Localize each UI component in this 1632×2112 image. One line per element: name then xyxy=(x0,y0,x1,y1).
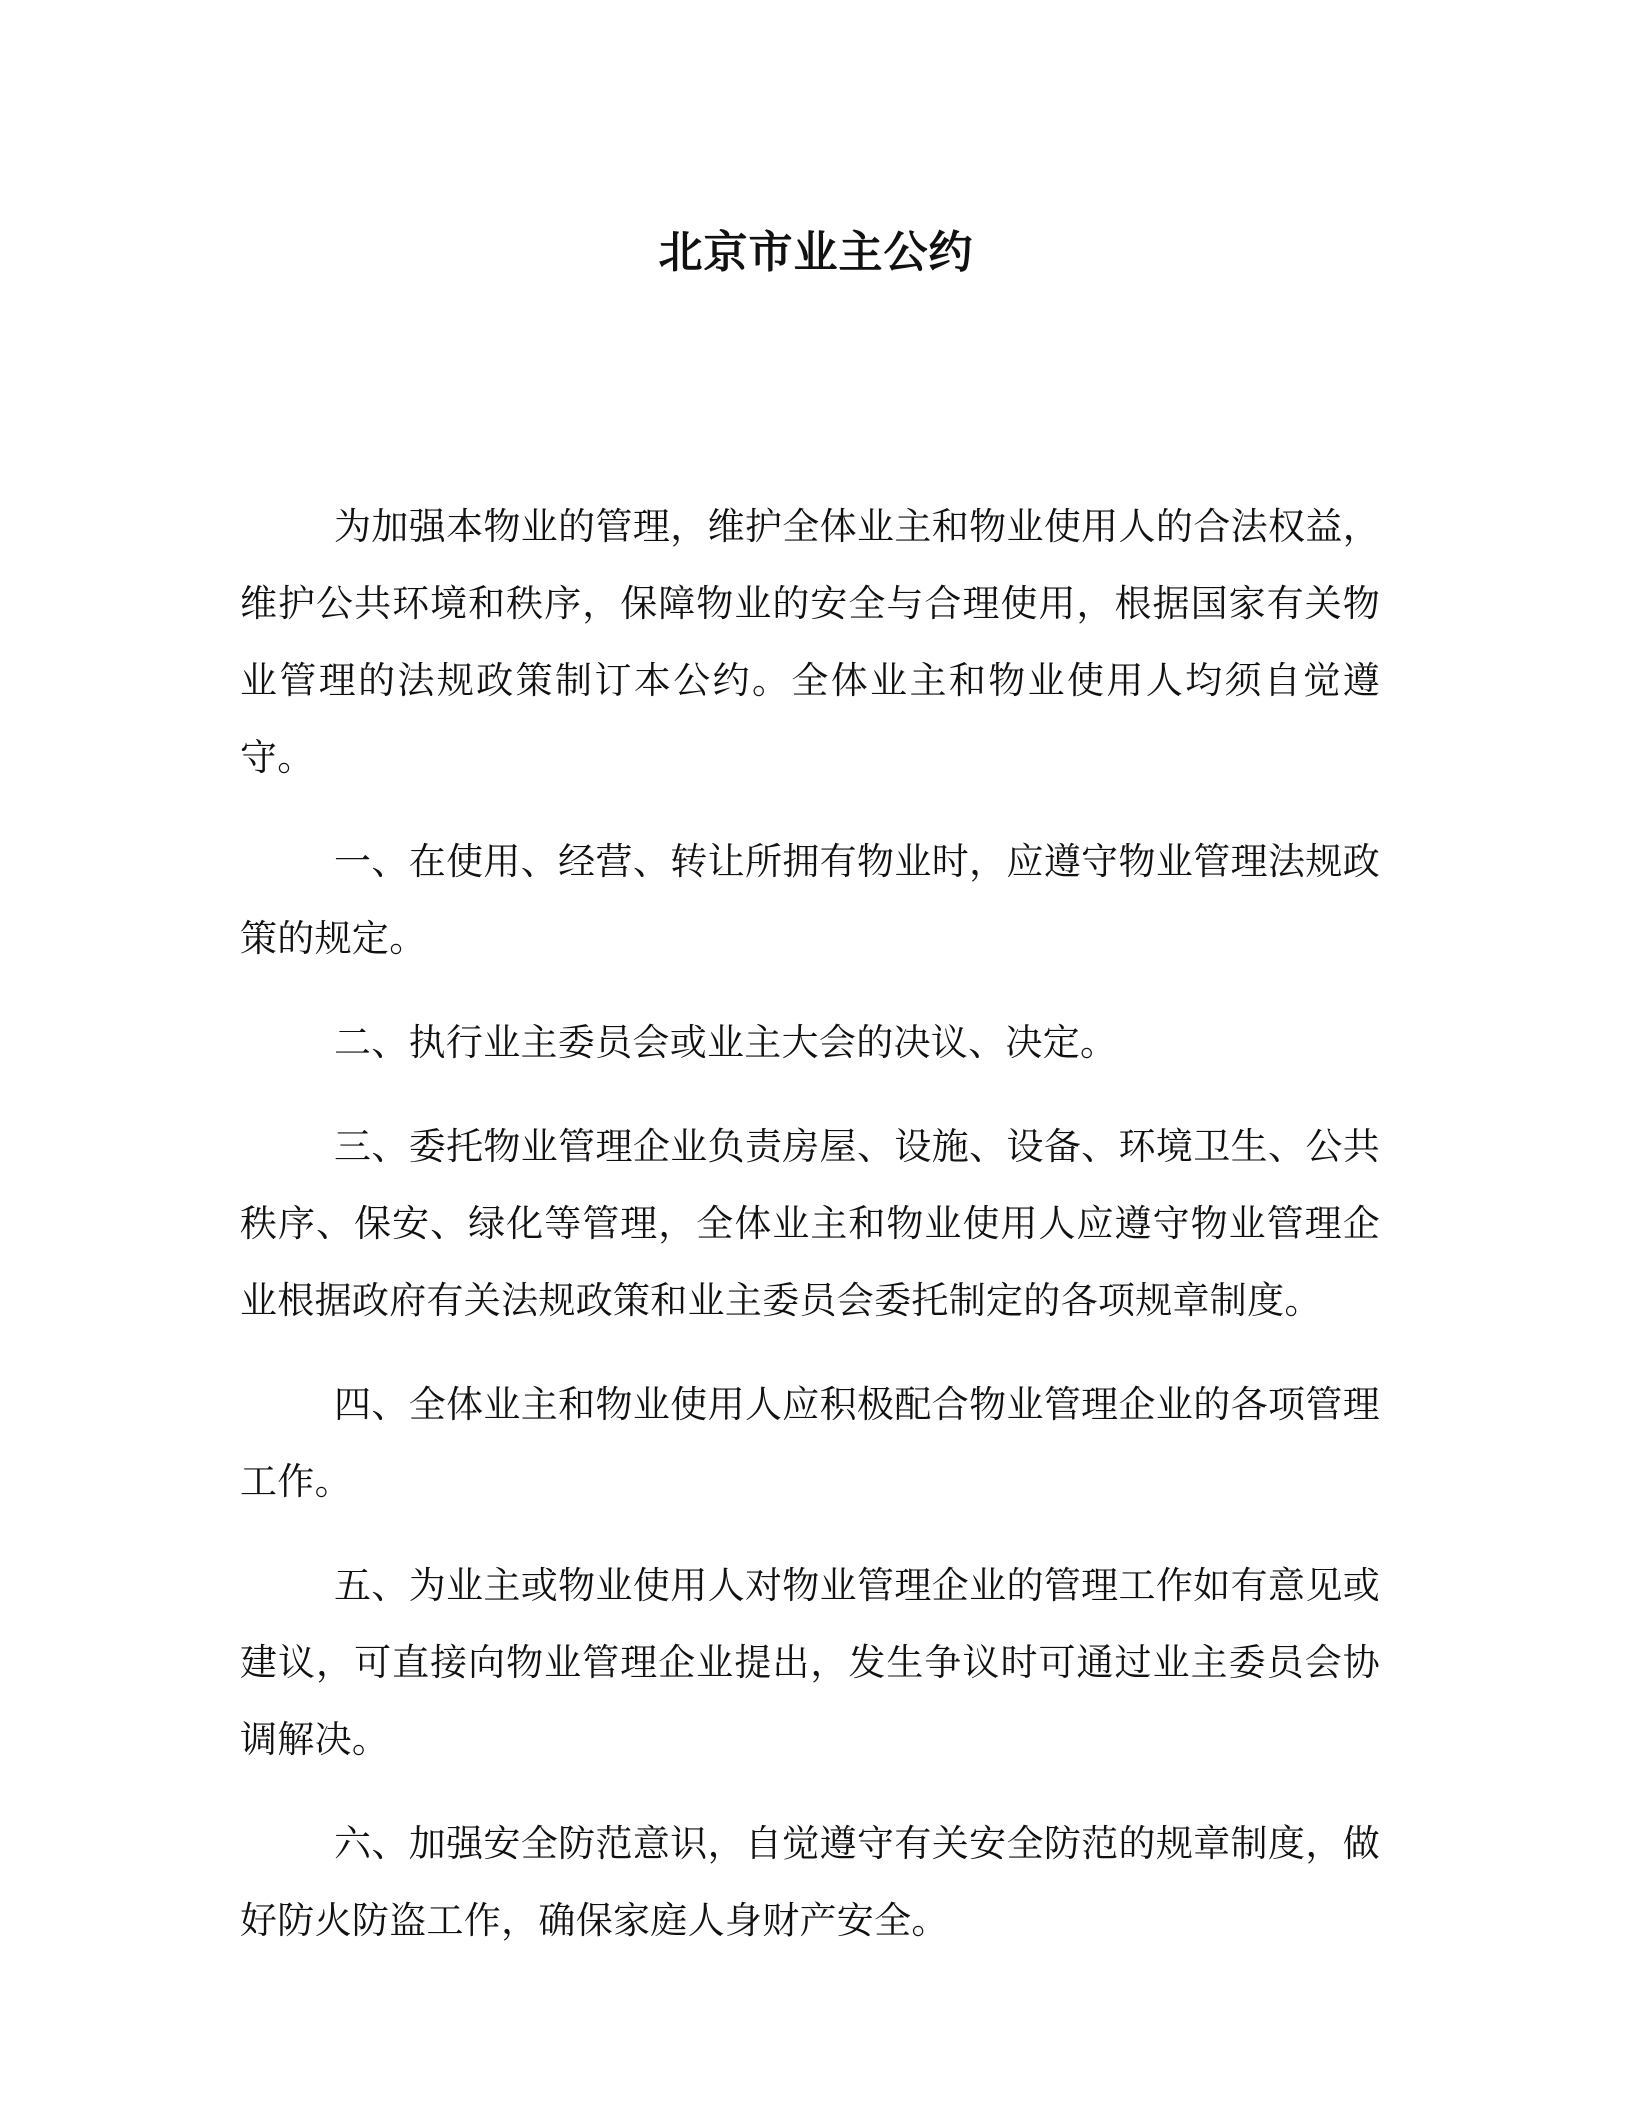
document-title: 北京市业主公约 xyxy=(658,227,974,278)
document-body xyxy=(240,488,1380,1986)
clause-3-paragraph: 三、委托物业管理企业负责房屋、设施、设备、环境卫生、公共秩序、保安、绿化等管理，全体业主和物业使用人应遵守物业管理企业根据政府有关法规政策和业主委员会委托制定的各项规章制度。 xyxy=(240,1125,1380,1322)
clause-1-paragraph: 一、在使用、经营、转让所拥有物业时，应遵守物业管理法规政策的规定。 xyxy=(240,840,1380,960)
clause-4-paragraph: 四、全体业主和物业使用人应积极配合物业管理企业的各项管理工作。 xyxy=(240,1383,1380,1503)
clause-6-paragraph: 六、加强安全防范意识，自觉遵守有关安全防范的规章制度，做好防火防盗工作，确保家庭人身财产安全。 xyxy=(240,1822,1380,1942)
clause-2-paragraph: 二、执行业主委员会或业主大会的决议、决定。 xyxy=(334,1021,1118,1064)
preamble-paragraph: 为加强本物业的管理，维护全体业主和物业使用人的合法权益，维护公共环境和秩序，保障物业的安全与合理使用，根据国家有关物业管理的法规政策制订本公约。全体业主和物业使用人均须自觉遵守。 xyxy=(240,505,1380,779)
clause-5-paragraph: 五、为业主或物业使用人对物业管理企业的管理工作如有意见或建议，可直接向物业管理企业提出，发生争议时可通过业主委员会协调解决。 xyxy=(240,1564,1380,1761)
